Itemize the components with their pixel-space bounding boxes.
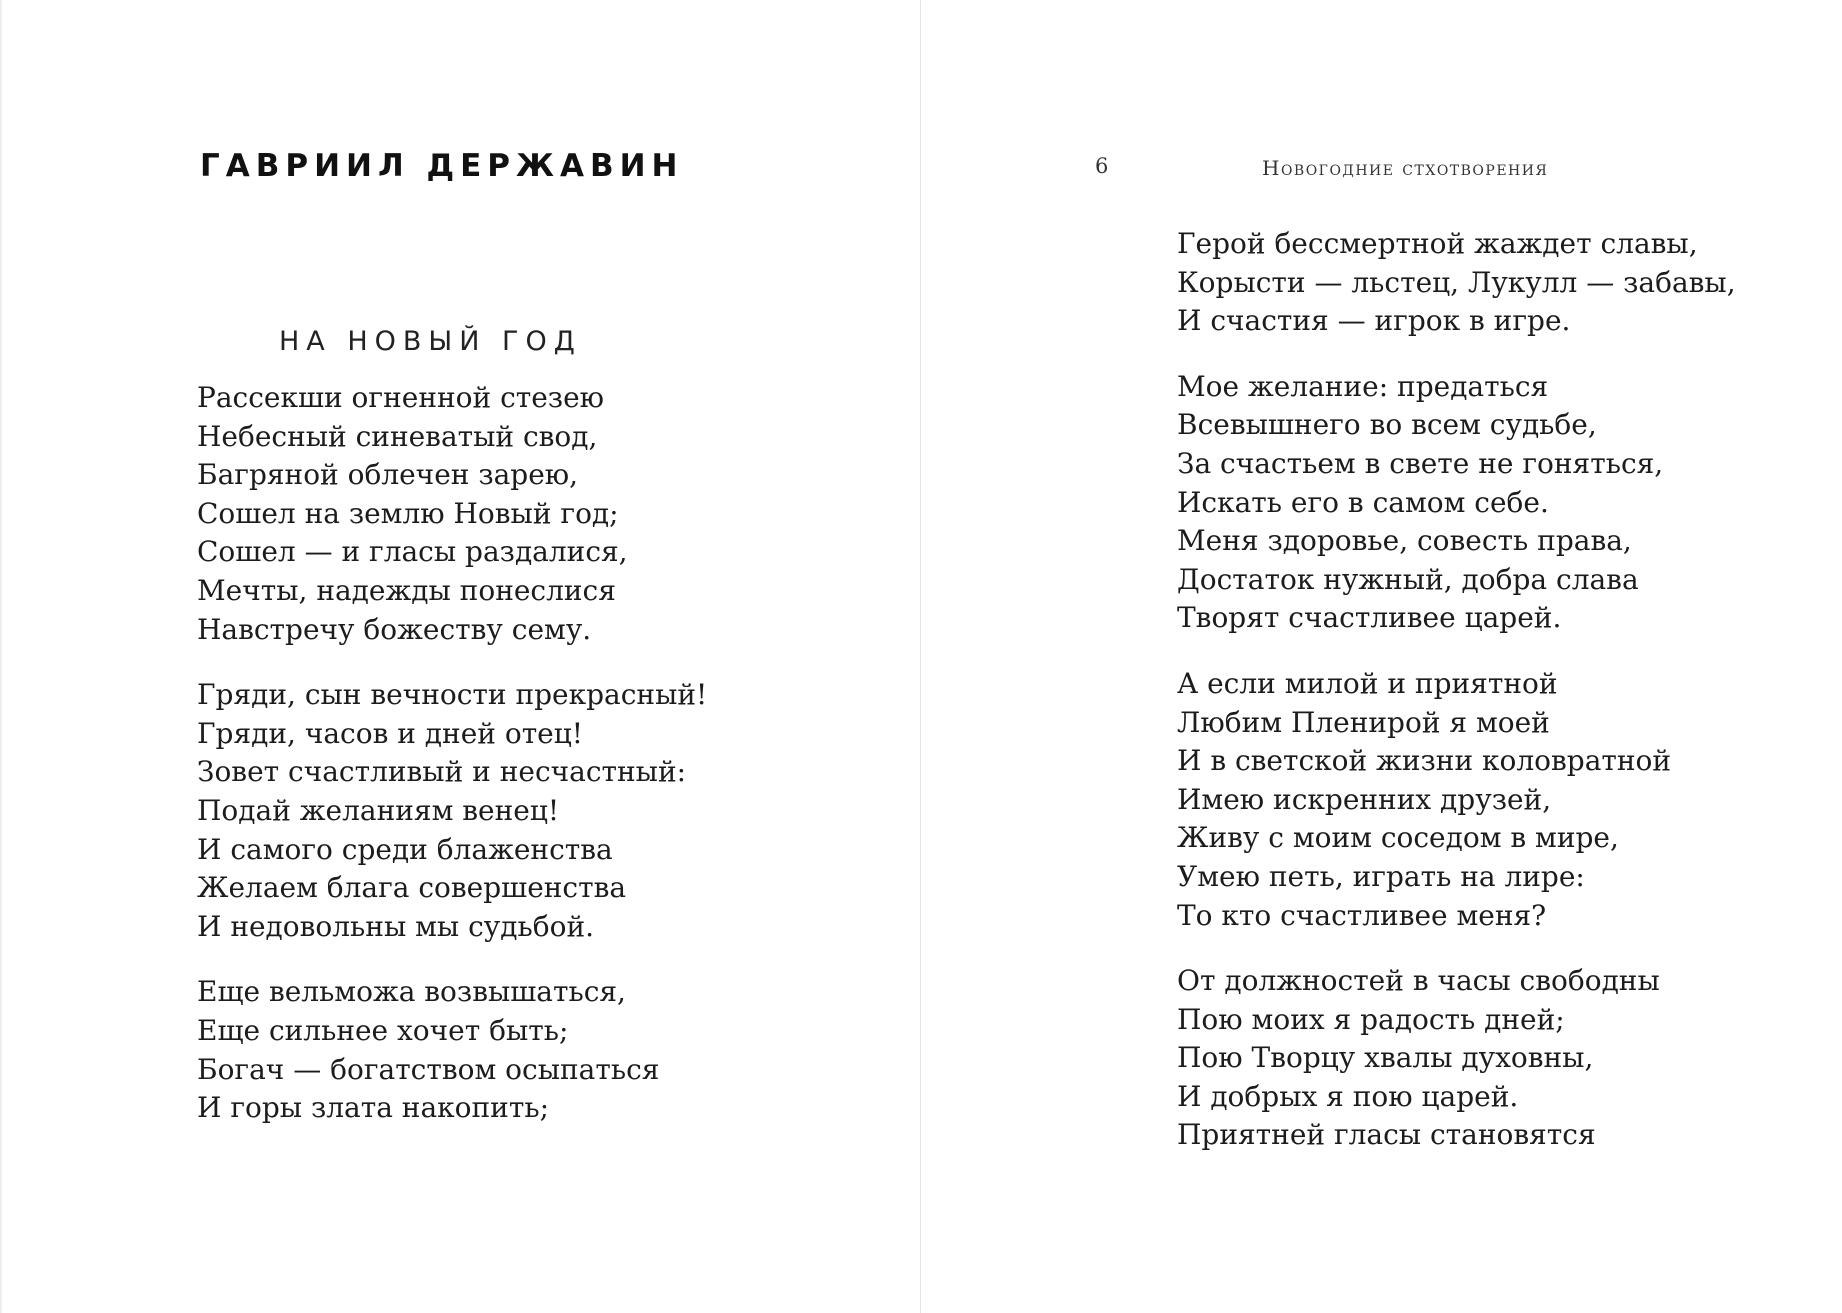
stanza bbox=[1177, 225, 1736, 341]
verse-line: И самого среди блаженства bbox=[197, 832, 613, 866]
verse-line: Небесный синеватый свод, bbox=[197, 419, 598, 453]
verse-line: И счастия — игрок в игре. bbox=[1177, 304, 1571, 338]
left-verse-column bbox=[197, 379, 707, 1128]
verse-line: Подай желаниям венец! bbox=[197, 793, 560, 827]
running-head: Новогодние стхотворения bbox=[1262, 156, 1549, 180]
verse-line: Пою моих я радость дней; bbox=[1177, 1002, 1565, 1036]
verse-line: Всевышнего во всем судьбе, bbox=[1177, 408, 1597, 442]
stanza bbox=[197, 676, 707, 946]
verse-line: И в светской жизни коловратной bbox=[1177, 744, 1672, 778]
verse-line: Рассекши огненной стезею bbox=[197, 381, 605, 414]
verse-line: Умею петь, играть на лире: bbox=[1177, 859, 1585, 893]
verse-line: И горы злата накопить; bbox=[197, 1091, 549, 1125]
verse-line: Достаток нужный, добра слава bbox=[1177, 562, 1639, 596]
verse-line: Сошел — и гласы раздалися, bbox=[197, 535, 628, 569]
left-page bbox=[0, 0, 920, 1313]
verse-line: И добрых я пою царей. bbox=[1177, 1079, 1519, 1113]
stanza bbox=[197, 379, 707, 649]
verse-line: Еще сильнее хочет быть; bbox=[197, 1013, 569, 1047]
stanza bbox=[1177, 665, 1736, 935]
verse-line: Навстречу божеству сему. bbox=[197, 612, 592, 646]
verse-line: Желаем блага совершенства bbox=[197, 871, 627, 905]
stanza bbox=[1177, 962, 1736, 1155]
verse-line: Меня здоровье, совесть права, bbox=[1177, 524, 1632, 558]
verse-line: То кто счастливее меня? bbox=[1177, 898, 1547, 932]
verse-line: Мое желание: предаться bbox=[1177, 369, 1549, 403]
verse-line: Любим Пленирой я моей bbox=[1177, 705, 1550, 739]
verse-line: Корысти — льстец, Лукулл — забавы, bbox=[1177, 265, 1736, 299]
verse-line: И недовольны мы судьбой. bbox=[197, 909, 595, 943]
author-name: ГАВРИИЛ ДЕРЖАВИН bbox=[200, 148, 684, 184]
verse-line: Еще вельможа возвышаться, bbox=[197, 975, 626, 1009]
verse-line: Сошел на землю Новый год; bbox=[197, 496, 619, 530]
right-verse-column bbox=[1177, 225, 1736, 1155]
verse-line: От должностей в часы свободны bbox=[1177, 964, 1660, 998]
verse-line: Творят счастливее царей. bbox=[1177, 601, 1562, 635]
page-edge bbox=[0, 0, 2, 1313]
verse-line: Пою Творцу хвалы духовны, bbox=[1177, 1041, 1594, 1075]
verse-line: Живу с моим соседом в мире, bbox=[1177, 821, 1619, 855]
verse-line: Зовет счастливый и несчастный: bbox=[197, 755, 687, 789]
stanza bbox=[1177, 368, 1736, 638]
stanza bbox=[197, 973, 707, 1127]
verse-line: Приятней гласы становятся bbox=[1177, 1118, 1596, 1152]
verse-line: Багряной облечен зарею, bbox=[197, 458, 579, 492]
verse-line: Герой бессмертной жаждет славы, bbox=[1177, 227, 1698, 260]
poem-title: НА НОВЫЙ ГОД bbox=[279, 326, 582, 357]
verse-line: А если милой и приятной bbox=[1177, 666, 1558, 700]
verse-line: Гряди, сын вечности прекрасный! bbox=[197, 678, 708, 712]
verse-line: Гряди, часов и дней отец! bbox=[197, 716, 584, 750]
verse-line: Искать его в самом себе. bbox=[1177, 485, 1549, 519]
verse-line: Мечты, надежды понеслися bbox=[197, 573, 616, 607]
verse-line: Имею искренних друзей, bbox=[1177, 782, 1552, 816]
page-number: 6 bbox=[1095, 154, 1109, 178]
verse-line: Богач — богатством осыпаться bbox=[197, 1052, 660, 1086]
verse-line: За счастьем в свете не гоняться, bbox=[1177, 446, 1664, 480]
